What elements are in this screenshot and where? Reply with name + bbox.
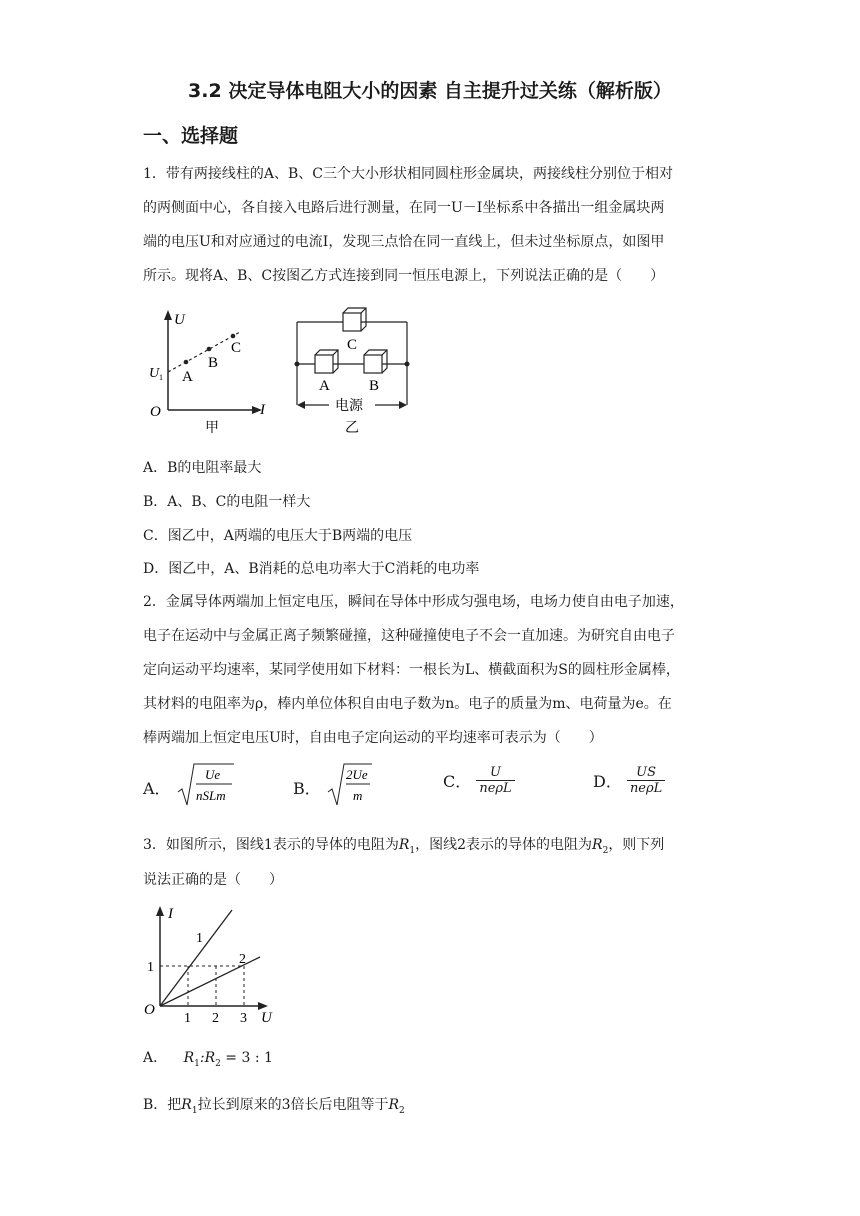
q2-line-5: 棒两端加上恒定电压U时，自由电子定向运动的平均速率可表示为（ ） bbox=[143, 730, 603, 746]
origin-label: O bbox=[150, 404, 161, 420]
fraction bbox=[476, 765, 514, 796]
u1-subscript: 1 bbox=[159, 373, 163, 382]
figure-iu-graph bbox=[140, 902, 280, 1028]
yi-label-c: C bbox=[347, 337, 358, 353]
caption-yi: 乙 bbox=[345, 421, 359, 436]
point-b bbox=[207, 347, 212, 352]
y-tick-1: 1 bbox=[147, 960, 154, 975]
origin-label: O bbox=[144, 1002, 155, 1018]
sqrt-sign bbox=[176, 762, 236, 808]
r-subscript: 1 bbox=[409, 845, 416, 856]
q3-option-b bbox=[143, 1094, 405, 1116]
x-tick-3: 3 bbox=[240, 1011, 247, 1026]
q2-line-4: 其材料的电阻率为ρ，棒内单位体积自由电子数为n。电子的质量为m、电荷量为e。在 bbox=[143, 696, 672, 712]
yi-label-a: A bbox=[319, 378, 330, 394]
option-label: A． bbox=[143, 778, 171, 798]
q2-option-a bbox=[143, 762, 236, 812]
label-c: C bbox=[231, 340, 242, 356]
axis-u-label: U bbox=[174, 312, 185, 328]
fraction-numerator: US bbox=[627, 765, 665, 781]
q3-line-1 bbox=[143, 834, 664, 856]
point-c bbox=[231, 334, 236, 339]
axis-i-label: I bbox=[168, 906, 173, 922]
q3-option-a bbox=[143, 1047, 273, 1069]
r-symbol: R bbox=[183, 1050, 195, 1066]
sqrt-expression bbox=[176, 762, 236, 812]
fraction-numerator: 2Ue bbox=[345, 767, 368, 782]
r-symbol: R bbox=[181, 1097, 192, 1113]
q2-option-b bbox=[293, 762, 374, 812]
yi-label-b: B bbox=[369, 378, 380, 394]
fraction-numerator: U bbox=[476, 765, 514, 781]
power-source-label: 电源 bbox=[335, 399, 363, 414]
fraction-denominator: neρL bbox=[629, 781, 663, 796]
caption-jia: 甲 bbox=[205, 421, 219, 436]
q2-line-1: 2．金属导体两端加上恒定电压，瞬间在导体中形成匀强电场，电场力使自由电子加速， bbox=[143, 594, 684, 610]
q2-line-2: 电子在运动中与金属正离子频繁碰撞，这种碰撞使电子不会一直加速。为研究自由电子 bbox=[143, 628, 675, 644]
q3-text-c: ，则下列 bbox=[608, 837, 665, 853]
option-b-text-b: 拉长到原来的3倍长后电阻等于 bbox=[197, 1097, 389, 1113]
q1-option-c: C．图乙中，A两端的电压大于B两端的电压 bbox=[143, 528, 413, 544]
option-label: B． bbox=[293, 778, 321, 798]
q2-option-d bbox=[593, 765, 665, 796]
axis-i-label: I bbox=[260, 402, 265, 418]
sqrt-sign bbox=[326, 762, 374, 808]
x-tick-2: 2 bbox=[212, 1011, 219, 1026]
r-subscript: 1 bbox=[191, 1105, 198, 1116]
page-title: 3.2 决定导体电阻大小的因素 自主提升过关练（解析版） bbox=[188, 80, 672, 102]
q1-option-d: D．图乙中，A、B消耗的总电功率大于C消耗的电功率 bbox=[143, 561, 480, 577]
option-label: D． bbox=[593, 772, 622, 791]
graph-line-1 bbox=[160, 910, 232, 1006]
option-label: A． bbox=[143, 1050, 168, 1066]
q3-text-b: ，图线2表示的导体的电阻为 bbox=[415, 837, 593, 853]
block-b bbox=[364, 350, 387, 373]
fraction-denominator: m bbox=[352, 788, 363, 803]
r-subscript: 2 bbox=[602, 845, 609, 856]
q3-text-a: 3．如图所示，图线1表示的导体的电阻为 bbox=[143, 837, 399, 853]
point-a bbox=[184, 360, 189, 365]
q1-line-4: 所示。现将A、B、C按图乙方式连接到同一恒压电源上，下列说法正确的是（ ） bbox=[143, 268, 665, 284]
r-symbol: R bbox=[398, 837, 410, 853]
block-c bbox=[343, 308, 366, 331]
r-symbol: R bbox=[592, 837, 603, 853]
figure-jia bbox=[140, 308, 275, 438]
fraction bbox=[627, 765, 665, 796]
axis-u-label: U bbox=[261, 1010, 272, 1026]
r-subscript: 2 bbox=[215, 1058, 221, 1069]
r-subscript: 1 bbox=[194, 1058, 200, 1069]
ratio-value: = 3 : 1 bbox=[220, 1050, 273, 1066]
label-b: B bbox=[208, 355, 219, 371]
q1-line-3: 端的电压U和对应通过的电流I，发现三点恰在同一直线上，但未过坐标原点，如图甲 bbox=[143, 234, 665, 250]
q1-option-a: A．B的电阻率最大 bbox=[143, 460, 262, 476]
fraction-numerator: Ue bbox=[204, 767, 220, 782]
line-1-label: 1 bbox=[196, 931, 203, 946]
option-label: C． bbox=[443, 772, 472, 791]
block-a bbox=[315, 350, 338, 373]
sqrt-expression bbox=[326, 762, 374, 812]
fraction-denominator: neρL bbox=[479, 781, 512, 796]
fraction-denominator: nSLm bbox=[195, 788, 226, 803]
q3-line-2: 说法正确的是（ ） bbox=[143, 872, 283, 888]
q2-line-3: 定向运动平均速率，某同学使用如下材料：一根长为L、横截面积为S的圆柱形金属棒， bbox=[143, 662, 680, 678]
label-a: A bbox=[182, 369, 193, 385]
u1-label: U bbox=[149, 366, 160, 381]
line-2-label: 2 bbox=[239, 952, 246, 967]
r-subscript: 2 bbox=[399, 1105, 405, 1116]
q1-line-2: 的两侧面中心，各自接入电路后进行测量，在同一U－I坐标系中各描出一组金属块两 bbox=[143, 200, 665, 216]
q1-option-b: B．A、B、C的电阻一样大 bbox=[143, 494, 311, 510]
r-symbol: R bbox=[388, 1097, 400, 1113]
q2-option-c bbox=[443, 765, 515, 796]
x-tick-1: 1 bbox=[184, 1011, 191, 1026]
ratio-expression: :R bbox=[199, 1050, 216, 1066]
q1-line-1: 1．带有两接线柱的A、B、C三个大小形状相同圆柱形金属块，两接线柱分别位于相对 bbox=[143, 166, 674, 182]
section-heading: 一、选择题 bbox=[143, 125, 239, 147]
figure-yi bbox=[285, 300, 420, 440]
option-b-text-a: B．把 bbox=[143, 1097, 182, 1113]
